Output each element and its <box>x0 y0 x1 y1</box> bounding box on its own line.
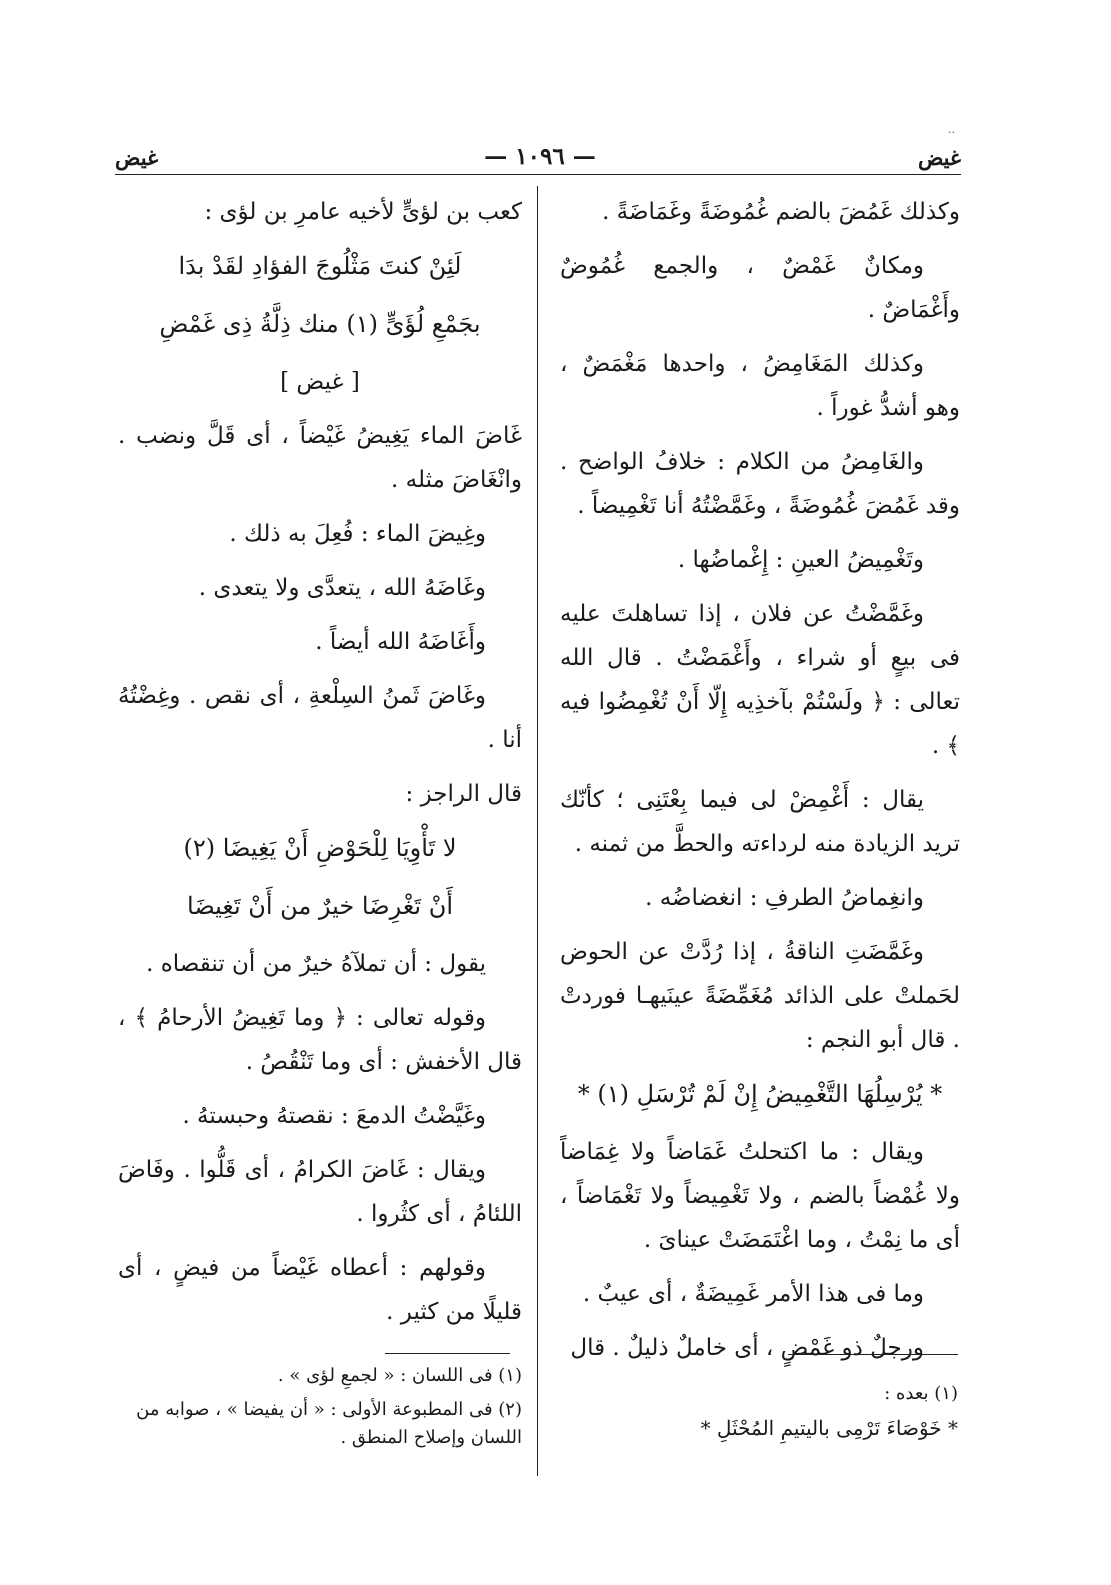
verse-line: أَنْ تَغْرِضَا خيرٌ من أَنْ تَغِيضَا <box>187 892 453 920</box>
paragraph: كعب بن لؤىٍّ لأخيه عامرِ بن لؤى : <box>204 199 522 225</box>
footnote-rule-left <box>385 1353 510 1354</box>
paragraph: وغَاضَ ثَمنُ السِلْعةِ ، أى نقص . وغِضْتُهُ أنا . <box>118 683 522 753</box>
header-keyword-right: غيض <box>917 145 961 170</box>
header-keyword-left: غيض <box>115 145 159 170</box>
paragraph: وما فى هذا الأمر غَمِيضَةٌ ، أى عيبٌ . <box>582 1281 924 1307</box>
paragraph: وكذلك المَغَامِضُ ، واحدها مَغْمَضٌ ، وهو أشدُّ غوراً . <box>560 351 960 421</box>
entry-heading: [ غيض ] <box>280 369 360 395</box>
header-rule <box>115 174 961 175</box>
paragraph: وغَمَّضَتِ الناقةُ ، إذا رُدَّتْ عن الحوض لحَملتْ على الذائد مُغَمِّضَةً عينَيهـا فوردتْ . قال أبو النجم : <box>560 939 960 1053</box>
paragraph: وأَغَاضَهُ الله أيضاً . <box>315 629 486 655</box>
footnote: (٢) فى المطبوعة الأولى : « أن يفيضا » ، صوابه من اللسان وإصلاح المنطق . <box>136 1399 522 1448</box>
paragraph: وغَاضَهُ الله ، يتعدَّى ولا يتعدى . <box>198 575 486 601</box>
paragraph: وغِيضَ الماء : فُعِلَ به ذلك . <box>229 521 486 547</box>
page-number: — ١٠٩٦ — <box>484 143 596 170</box>
footnotes-right <box>620 1380 958 1448</box>
footnotes-left <box>118 1362 522 1458</box>
right-column <box>560 190 960 1380</box>
paragraph: ويقال : غَاضَ الكرامُ ، أى قَلُّوا . وفَاضَ اللئامُ ، أى كثُروا . <box>118 1157 522 1227</box>
paragraph: غَاضَ الماء يَغِيضُ غَيْضاً ، أى قَلَّ ونضب . وانْغَاضَ مثله . <box>118 423 522 493</box>
paragraph: وغَيَّضْتُ الدمعَ : نقصتهُ وحبستهُ . <box>182 1103 486 1129</box>
verse-line: * يُرْسِلُهَا التَّغْمِيضُ إِنْ لَمْ تُرْسَلِ (١) * <box>577 1080 943 1108</box>
paragraph: ورجلٌ ذو غَمْضٍ ، أى خاملٌ ذليلٌ . قال <box>570 1335 924 1361</box>
paragraph: ويقال : ما اكتحلتُ غَمَاضاً ولا غِمَاضاً ولا غُمْضاً بالضم ، ولا تَغْمِيضاً ولا تَغْمَاضاً ، أى ما نِمْتُ ، وما اغْتَمَضَتْ عيناىَ . <box>560 1139 960 1253</box>
verse-line: لا تَأْوِيَا لِلْحَوْضِ أَنْ يَغِيضَا (٢) <box>183 834 457 862</box>
verse-line: بجَمْعِ لُؤَىٍّ (١) منك ذِلَّةُ ذِى غَمْضِ <box>159 310 481 338</box>
footnote-label: (١) بعده : <box>884 1383 958 1404</box>
paragraph: وتَغْمِيضُ العينِ : إِغْماضُها . <box>677 547 924 573</box>
paragraph: قال الراجز : <box>405 781 522 807</box>
paragraph: وانغِماضُ الطرفِ : انغضاضُه . <box>645 885 924 911</box>
paragraph: وقوله تعالى : ﴿ وما تَغِيضُ الأرحامُ ﴾ ، قال الأخفش : أى وما تَنْقُصُ . <box>118 1005 522 1075</box>
paragraph: ومكانٌ غَمْضٌ ، والجمع غُمُوضٌ وأَغْمَاضٌ . <box>560 253 960 323</box>
footnote-rule-right <box>788 1354 958 1355</box>
verse-line: لَئِنْ كنتَ مَثْلُوجَ الفؤادِ لقَدْ بدَا <box>178 252 462 280</box>
print-speck: ·· <box>948 126 955 139</box>
footnote-verse: * خَوْصَاءَ تَرْمِى باليتيمِ المُحْثَلِ * <box>700 1416 958 1440</box>
left-column <box>118 190 522 1344</box>
paragraph: والغَامِضُ من الكلام : خلافُ الواضح . وقد غَمُضَ غُمُوضَةً ، وغَمَّضْتُهُ أنا تَغْمِيضاً . <box>560 449 960 519</box>
column-separator <box>537 186 538 1476</box>
paragraph: يقال : أَغْمِضْ لى فيما بِعْتَنِى ؛ كأنّك تريد الزيادة منه لرداءته والحطَّ من ثمنه . <box>560 787 960 857</box>
paragraph: وغَمَّضْتُ عن فلان ، إذا تساهلتَ عليه فى بيعٍ أو شراء ، وأَغْمَضْتُ . قال الله تعالى : ﴿ ولَسْتُمْ بآخذِيه إِلّا أَنْ تُغْمِضُوا فيه ﴾ . <box>560 601 960 759</box>
paragraph: وكذلك غَمُضَ بالضم غُمُوضَةً وغَمَاضَةً . <box>602 199 960 225</box>
paragraph: يقول : أن تملآهُ خيرٌ من أن تنقصاه . <box>146 951 486 977</box>
paragraph: وقولهم : أعطاه غَيْضاً من فيضٍ ، أى قليلًا من كثير . <box>118 1255 522 1325</box>
page-header <box>115 135 961 171</box>
footnote: (١) فى اللسان : « لجمعِ لؤى » . <box>277 1365 522 1386</box>
